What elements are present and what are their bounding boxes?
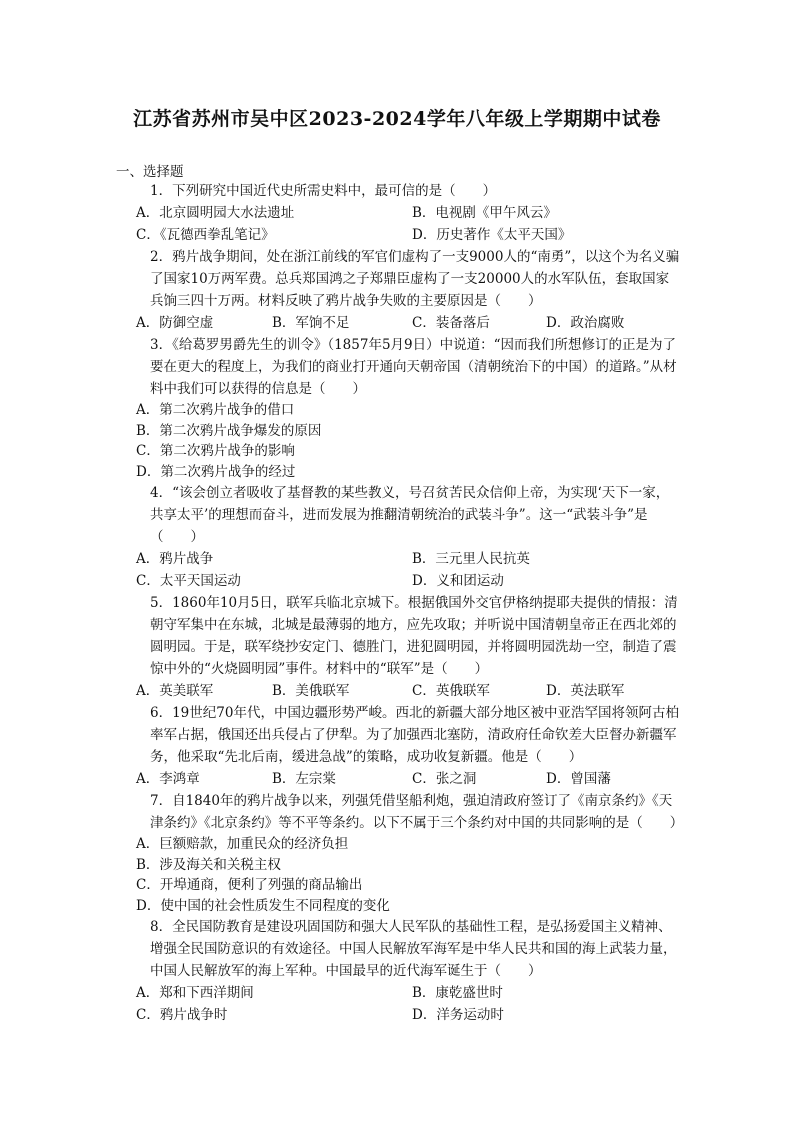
- option-b: B．电视剧《甲午风云》: [412, 205, 557, 221]
- question-stem: 8．全民国防教育是建设巩固国防和强大人民军队的基础性工程，是弘扬爱国主义精神、增强全民国防意识的有效途径。中国人民解放军海军是中华人民共和国的海上武装力量，中国人民解放军的海上军种。中国最早的近代海军诞生于（ ）: [150, 919, 677, 979]
- question-stem: 6．19世纪70年代，中国边疆形势严峻。西北的新疆大部分地区被中亚浩罕国将领阿古柏率军占据，俄国还出兵侵占了伊犁。为了加强西北塞防，清政府任命钦差大臣督办新疆军务，他采取“先北后南，缓进急战”的策略，成功收复新疆。他是（ ）: [150, 705, 679, 765]
- question-2: [0, 246, 794, 334]
- option-a: A．防御空虚: [136, 315, 214, 331]
- option-b: B．涉及海关和关税主权: [136, 856, 281, 873]
- option-c: C．英俄联军: [412, 683, 490, 699]
- question-1: [0, 180, 794, 246]
- option-a: A．英美联军: [136, 683, 214, 699]
- option-b: B．康乾盛世时: [412, 985, 503, 1001]
- question-stem: 4．“该会创立者吸收了基督教的某些教义，号召贫苦民众信仰上帝，为实现‘天下一家，共享太平’的理想而奋斗，进而发展为推翻清朝统治的武装斗争”。这一“武装斗争”是（ ）: [150, 485, 670, 545]
- option-c: C．第二次鸦片战争的影响: [136, 443, 295, 459]
- question-list: [0, 180, 794, 1026]
- option-c: C．太平天国运动: [136, 573, 241, 589]
- option-a: A．鸦片战争: [136, 551, 214, 567]
- options-row: [0, 768, 794, 790]
- question-6: [0, 702, 794, 790]
- option-c: C．开埠通商，便利了列强的商品输出: [136, 877, 363, 893]
- page-title: 江苏省苏州市吴中区2023-2024学年八年级上学期期中试卷: [133, 108, 661, 130]
- question-7: [0, 790, 794, 916]
- question-stem: 7．自1840年的鸦片战争以来，列强凭借坚船利炮，强迫清政府签订了《南京条约》《天津条约》《北京条约》等不平等条约。以下不属于三个条约对中国的共同影响的是（ ）: [150, 793, 684, 831]
- option-d: D．政治腐败: [546, 315, 625, 331]
- options-row: [0, 202, 794, 224]
- section-heading: 一、选择题: [116, 164, 184, 180]
- option-d: D．曾国藩: [546, 771, 611, 787]
- question-4: [0, 482, 794, 592]
- option-c: C．《瓦德西拳乱笔记》: [136, 227, 275, 243]
- options-row: [0, 570, 794, 592]
- option-b: B．军饷不足: [272, 315, 350, 331]
- question-stem: 1．下列研究中国近代史所需史料中，最可信的是（ ）: [150, 183, 497, 199]
- options-row: [0, 548, 794, 570]
- option-d: D．义和团运动: [412, 573, 504, 589]
- options-row: [0, 680, 794, 702]
- option-d: D．英法联军: [546, 683, 625, 699]
- option-c: C．装备落后: [412, 315, 490, 331]
- option-d: D．历史著作《太平天国》: [412, 227, 572, 243]
- option-a: A．第二次鸦片战争的借口: [136, 402, 295, 418]
- options-row: [0, 1004, 794, 1026]
- option-d: D．第二次鸦片战争的经过: [136, 463, 296, 480]
- option-b: B．美俄联军: [272, 683, 350, 699]
- option-a: A．北京圆明园大水法遗址: [136, 205, 295, 221]
- option-b: B．三元里人民抗英: [412, 551, 530, 567]
- option-a: A．巨额赔款，加重民众的经济负担: [136, 836, 349, 852]
- option-b: B．第二次鸦片战争爆发的原因: [136, 422, 322, 439]
- option-c: C．鸦片战争时: [136, 1007, 228, 1023]
- question-stem: 2．鸦片战争期间，处在浙江前线的军官们虚构了一支9000人的“南勇”，以这个为名义骗了国家10万两军费。总兵郑国鸿之子郑鼎臣虚构了一支20000人的水军队伍，套取国家兵饷三四十万两。材料反映了鸦片战争失败的主要原因是（ ）: [150, 249, 680, 309]
- question-5: [0, 592, 794, 702]
- option-d: D．洋务运动时: [412, 1007, 504, 1023]
- question-3: [0, 334, 794, 482]
- option-b: B．左宗棠: [272, 771, 336, 787]
- question-stem: 3．《给葛罗男爵先生的训令》（1857年5月9日）中说道：“因而我们所想修订的正是为了要在更大的程度上，为我们的商业打开通向天朝帝国（清朝统治下的中国）的道路。”从材料中我们可以获得的信息是（ ）: [150, 337, 677, 397]
- question-stem: 5．1860年10月5日，联军兵临北京城下。根据俄国外交官伊格纳提耶夫提供的情报：清朝守军集中在东城，北城是最薄弱的地方，应先攻取；并听说中国清朝皇帝正在西北郊的圆明园。于是，联军绕抄安定门、德胜门，进犯圆明园，并将圆明园洗劫一空，制造了震惊中外的“火烧圆明园”事件。材料中的“联军”是（ ）: [150, 595, 678, 677]
- options-row: [0, 312, 794, 334]
- options-row: [0, 982, 794, 1004]
- question-8: [0, 916, 794, 1026]
- options-row: [0, 224, 794, 246]
- option-c: C．张之洞: [412, 771, 477, 787]
- option-a: A．李鸿章: [136, 771, 200, 787]
- option-a: A．郑和下西洋期间: [136, 985, 254, 1001]
- option-d: D．使中国的社会性质发生不同程度的变化: [136, 897, 390, 914]
